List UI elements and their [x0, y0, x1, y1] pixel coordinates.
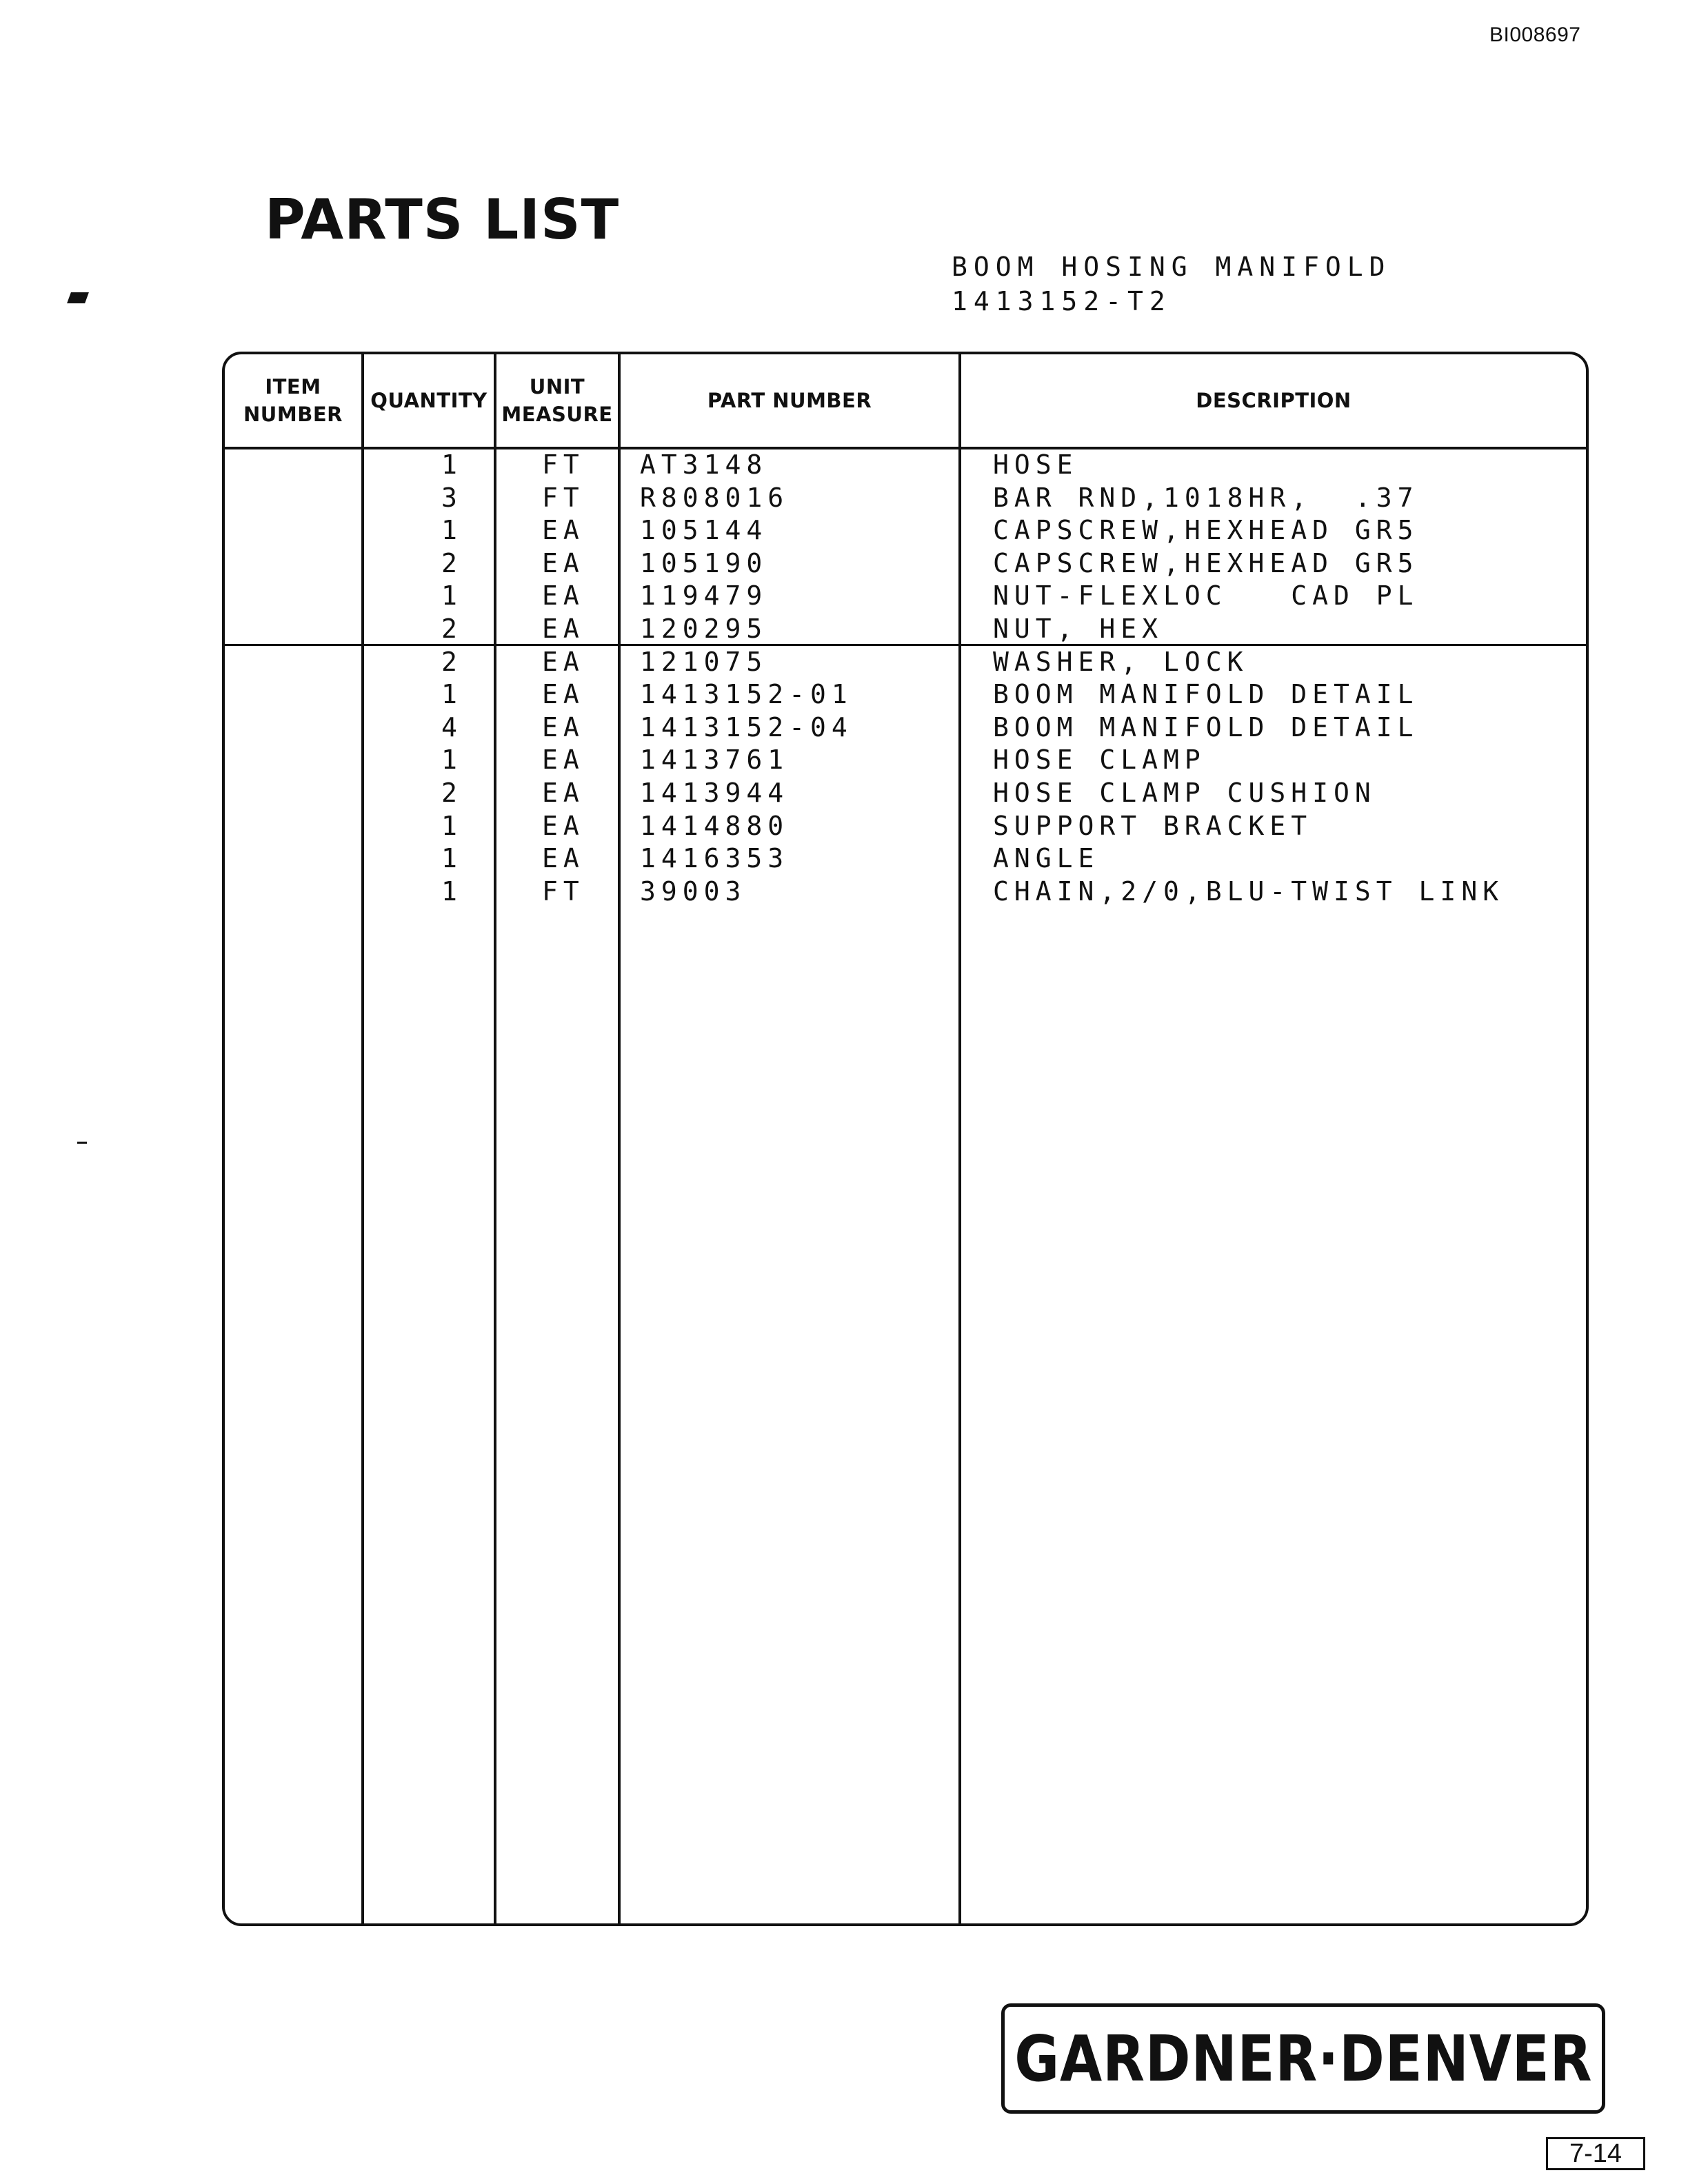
unit-cell: EA	[542, 613, 585, 644]
description-cell: CAPSCREW,HEXHEAD GR5	[993, 515, 1419, 546]
header-quantity: QUANTITY	[370, 389, 488, 412]
logo-wordmark: GARDNER·DENVER	[1014, 2021, 1593, 2096]
part-number-cell: 121075	[640, 646, 768, 677]
assembly-name: BOOM HOSING MANIFOLD	[952, 252, 1391, 282]
table-row	[0, 776, 1688, 809]
page-title: PARTS LIST	[265, 188, 620, 252]
part-number-cell: AT3148	[640, 449, 768, 480]
table-row	[0, 842, 1688, 875]
table-row	[0, 514, 1688, 547]
header-unit-measure: UNIT MEASURE	[501, 375, 613, 426]
description-cell: NUT-FLEXLOC CAD PL	[993, 580, 1419, 611]
description-cell: HOSE CLAMP CUSHION	[993, 777, 1376, 808]
description-cell: BOOM MANIFOLD DETAIL	[993, 711, 1419, 742]
part-number-cell: 105190	[640, 547, 768, 578]
quantity-cell: 1	[441, 745, 463, 776]
unit-cell: EA	[542, 745, 585, 776]
quantity-cell: 1	[441, 810, 463, 841]
quantity-cell: 4	[441, 711, 463, 742]
part-number-cell: 119479	[640, 580, 768, 611]
header-part-number: PART NUMBER	[707, 389, 872, 412]
description-cell: NUT, HEX	[993, 613, 1164, 644]
table-row	[0, 645, 1688, 678]
description-cell: BAR RND,1018HR, .37	[993, 482, 1419, 513]
part-number-cell: 1413944	[640, 777, 790, 808]
quantity-cell: 1	[441, 515, 463, 546]
unit-cell: FT	[542, 876, 585, 907]
table-row	[0, 743, 1688, 776]
unit-cell: FT	[542, 449, 585, 480]
description-cell: ANGLE	[993, 843, 1100, 874]
unit-cell: EA	[542, 679, 585, 710]
table-row	[0, 809, 1688, 842]
parts-table-body	[0, 448, 1688, 907]
quantity-cell: 1	[441, 679, 463, 710]
page-number: 7-14	[1546, 2137, 1645, 2170]
table-row	[0, 875, 1688, 908]
quantity-cell: 1	[441, 843, 463, 874]
table-row	[0, 678, 1688, 711]
description-cell: SUPPORT BRACKET	[993, 810, 1313, 841]
assembly-number: 1413152-T2	[952, 286, 1172, 316]
part-number-cell: 1414880	[640, 810, 790, 841]
scan-speck	[77, 1142, 87, 1144]
table-row	[0, 612, 1688, 645]
unit-cell: EA	[542, 711, 585, 742]
part-number-cell: R808016	[640, 482, 790, 513]
quantity-cell: 2	[441, 777, 463, 808]
header-description: DESCRIPTION	[1196, 389, 1352, 412]
quantity-cell: 2	[441, 646, 463, 677]
table-row	[0, 547, 1688, 580]
assembly-heading	[952, 250, 1391, 318]
part-number-cell: 1413152-04	[640, 711, 853, 742]
unit-cell: FT	[542, 482, 585, 513]
quantity-cell: 2	[441, 547, 463, 578]
unit-cell: EA	[542, 515, 585, 546]
unit-cell: EA	[542, 646, 585, 677]
part-number-cell: 120295	[640, 613, 768, 644]
part-number-cell: 1413761	[640, 745, 790, 776]
description-cell: BOOM MANIFOLD DETAIL	[993, 679, 1419, 710]
quantity-cell: 2	[441, 613, 463, 644]
description-cell: CAPSCREW,HEXHEAD GR5	[993, 547, 1419, 578]
document-id: BI008697	[1489, 23, 1581, 46]
description-cell: WASHER, LOCK	[993, 646, 1249, 677]
scan-speck	[67, 292, 89, 303]
description-cell: HOSE	[993, 449, 1078, 480]
table-row	[0, 579, 1688, 612]
description-cell: CHAIN,2/0,BLU-TWIST LINK	[993, 876, 1505, 907]
table-row	[0, 481, 1688, 514]
unit-cell: EA	[542, 777, 585, 808]
part-number-cell: 1413152-01	[640, 679, 853, 710]
table-row	[0, 448, 1688, 481]
part-number-cell: 1416353	[640, 843, 790, 874]
quantity-cell: 1	[441, 449, 463, 480]
unit-cell: EA	[542, 580, 585, 611]
description-cell: HOSE CLAMP	[993, 745, 1206, 776]
quantity-cell: 1	[441, 876, 463, 907]
table-row	[0, 711, 1688, 744]
quantity-cell: 1	[441, 580, 463, 611]
unit-cell: EA	[542, 810, 585, 841]
quantity-cell: 3	[441, 482, 463, 513]
unit-cell: EA	[542, 547, 585, 578]
header-item-number: ITEM NUMBER	[243, 375, 343, 426]
gardner-denver-logo	[1001, 2003, 1605, 2114]
part-number-cell: 39003	[640, 876, 747, 907]
unit-cell: EA	[542, 843, 585, 874]
part-number-cell: 105144	[640, 515, 768, 546]
